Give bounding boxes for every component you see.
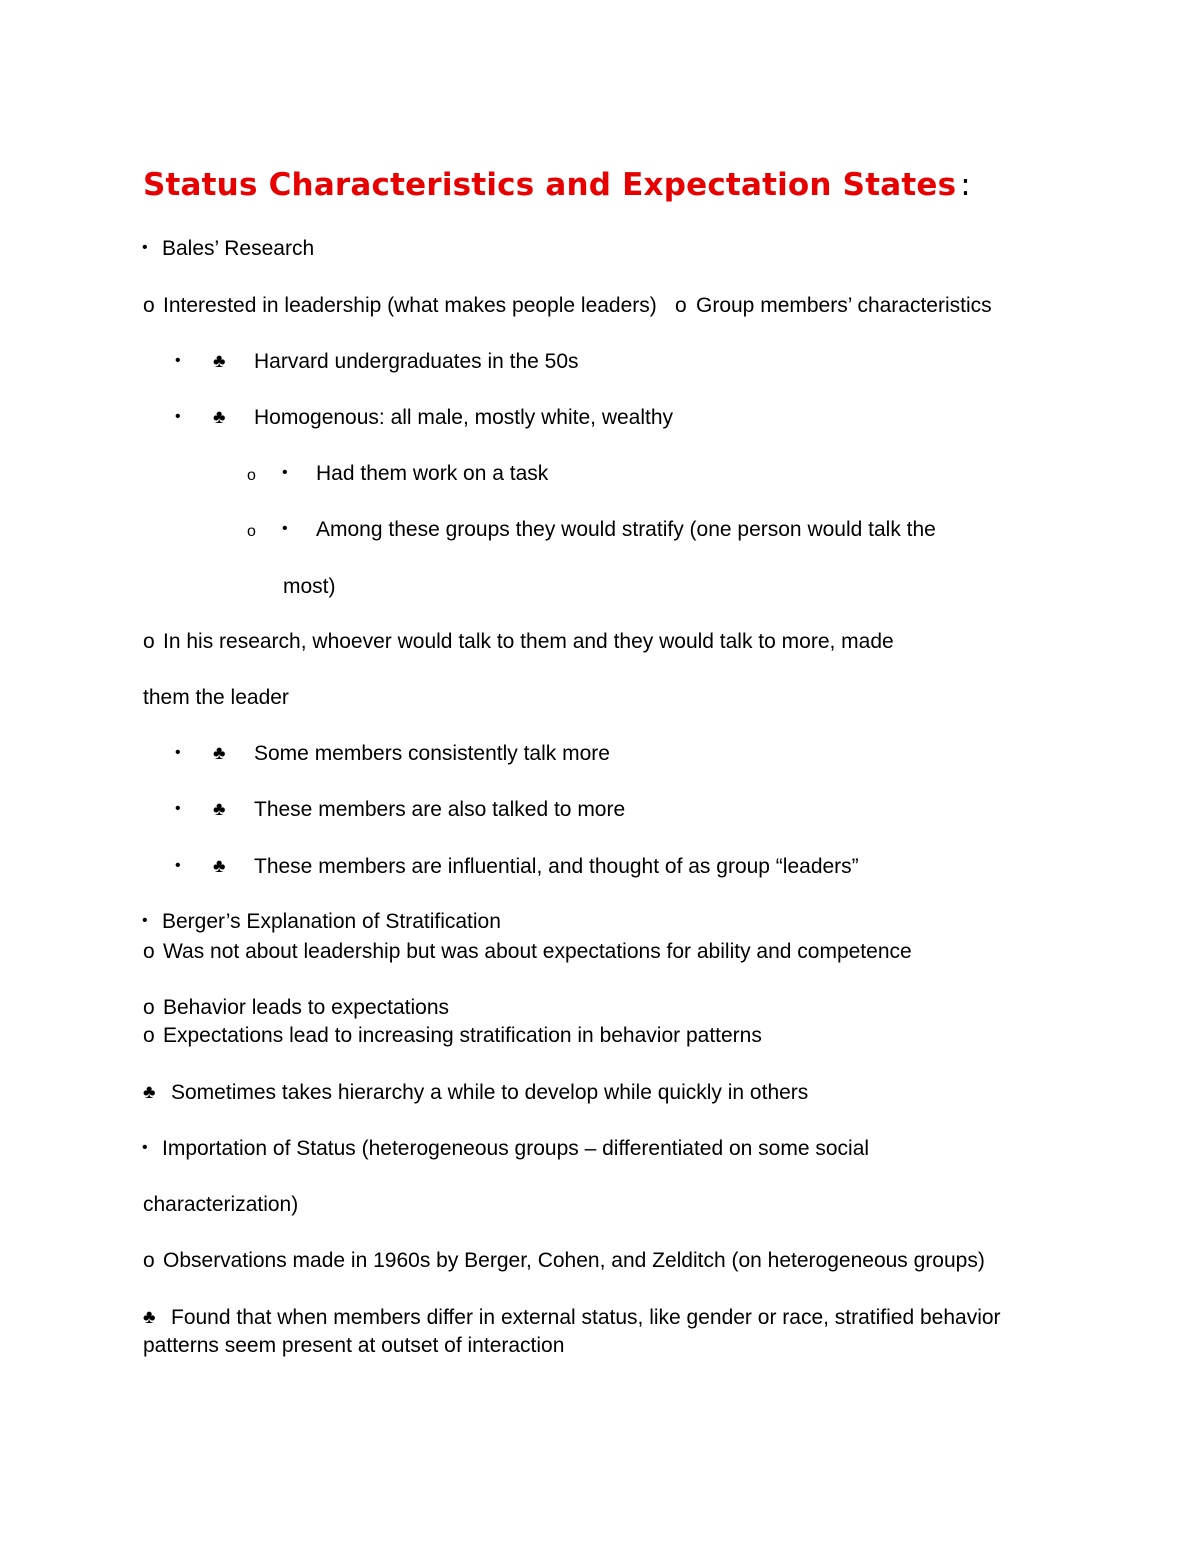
- bullet-icon: •: [175, 744, 181, 761]
- list-item: Some members consistently talk more: [254, 742, 610, 765]
- club-icon: ♣: [213, 407, 226, 428]
- o-marker: o: [143, 940, 155, 963]
- title-colon: :: [960, 167, 971, 203]
- o-marker: o: [143, 996, 155, 1019]
- page-title: [143, 167, 971, 203]
- title-text: Status Characteristics and Expectation States: [143, 167, 957, 203]
- bullet-icon: •: [282, 520, 288, 537]
- list-item: Behavior leads to expectations: [163, 996, 450, 1019]
- list-item: Berger’s Explanation of Stratification: [162, 910, 501, 933]
- list-item: Among these groups they would stratify (one person would talk the: [316, 518, 936, 541]
- club-icon: ♣: [213, 351, 226, 372]
- bullet-icon: •: [142, 239, 148, 256]
- list-item-continuation: them the leader: [143, 686, 289, 709]
- list-item-continuation: patterns seem present at outset of interaction: [143, 1334, 565, 1357]
- list-item: Observations made in 1960s by Berger, Cohen, and Zelditch (on heterogeneous groups): [163, 1249, 985, 1272]
- bullet-icon: •: [175, 800, 181, 817]
- o-marker: o: [143, 294, 155, 317]
- o-marker: o: [247, 467, 256, 484]
- list-item: These members are influential, and thought of as group “leaders”: [254, 855, 859, 878]
- list-item: Harvard undergraduates in the 50s: [254, 350, 579, 373]
- o-marker: o: [143, 630, 155, 653]
- list-item: Interested in leadership (what makes people leaders): [163, 294, 657, 317]
- list-item: Sometimes takes hierarchy a while to develop while quickly in others: [171, 1081, 809, 1104]
- list-item: Was not about leadership but was about expectations for ability and competence: [163, 940, 912, 963]
- list-item: Expectations lead to increasing stratification in behavior patterns: [163, 1024, 762, 1047]
- club-icon: ♣: [143, 1082, 156, 1103]
- bullet-icon: •: [142, 912, 148, 929]
- bullet-icon: •: [142, 1139, 148, 1156]
- list-item-continuation: characterization): [143, 1193, 299, 1216]
- list-item-continuation: most): [283, 575, 336, 598]
- bullet-icon: •: [175, 857, 181, 874]
- o-marker: o: [675, 294, 687, 317]
- o-marker: o: [247, 523, 256, 540]
- club-icon: ♣: [213, 856, 226, 877]
- club-icon: ♣: [213, 799, 226, 820]
- o-marker: o: [143, 1024, 155, 1047]
- o-marker: o: [143, 1249, 155, 1272]
- list-item: Importation of Status (heterogeneous groups – differentiated on some social: [162, 1137, 870, 1160]
- list-item: Bales’ Research: [162, 237, 315, 260]
- bullet-icon: •: [175, 408, 181, 425]
- list-item: Homogenous: all male, mostly white, wealthy: [254, 406, 674, 429]
- list-item: Group members’ characteristics: [696, 294, 992, 317]
- list-item: Had them work on a task: [316, 462, 549, 485]
- list-item: These members are also talked to more: [254, 798, 626, 821]
- bullet-icon: •: [175, 352, 181, 369]
- club-icon: ♣: [213, 743, 226, 764]
- list-item: Found that when members differ in external status, like gender or race, stratified behavior: [171, 1306, 1001, 1329]
- bullet-icon: •: [282, 464, 288, 481]
- list-item: In his research, whoever would talk to them and they would talk to more, made: [163, 630, 894, 653]
- club-icon: ♣: [143, 1307, 156, 1328]
